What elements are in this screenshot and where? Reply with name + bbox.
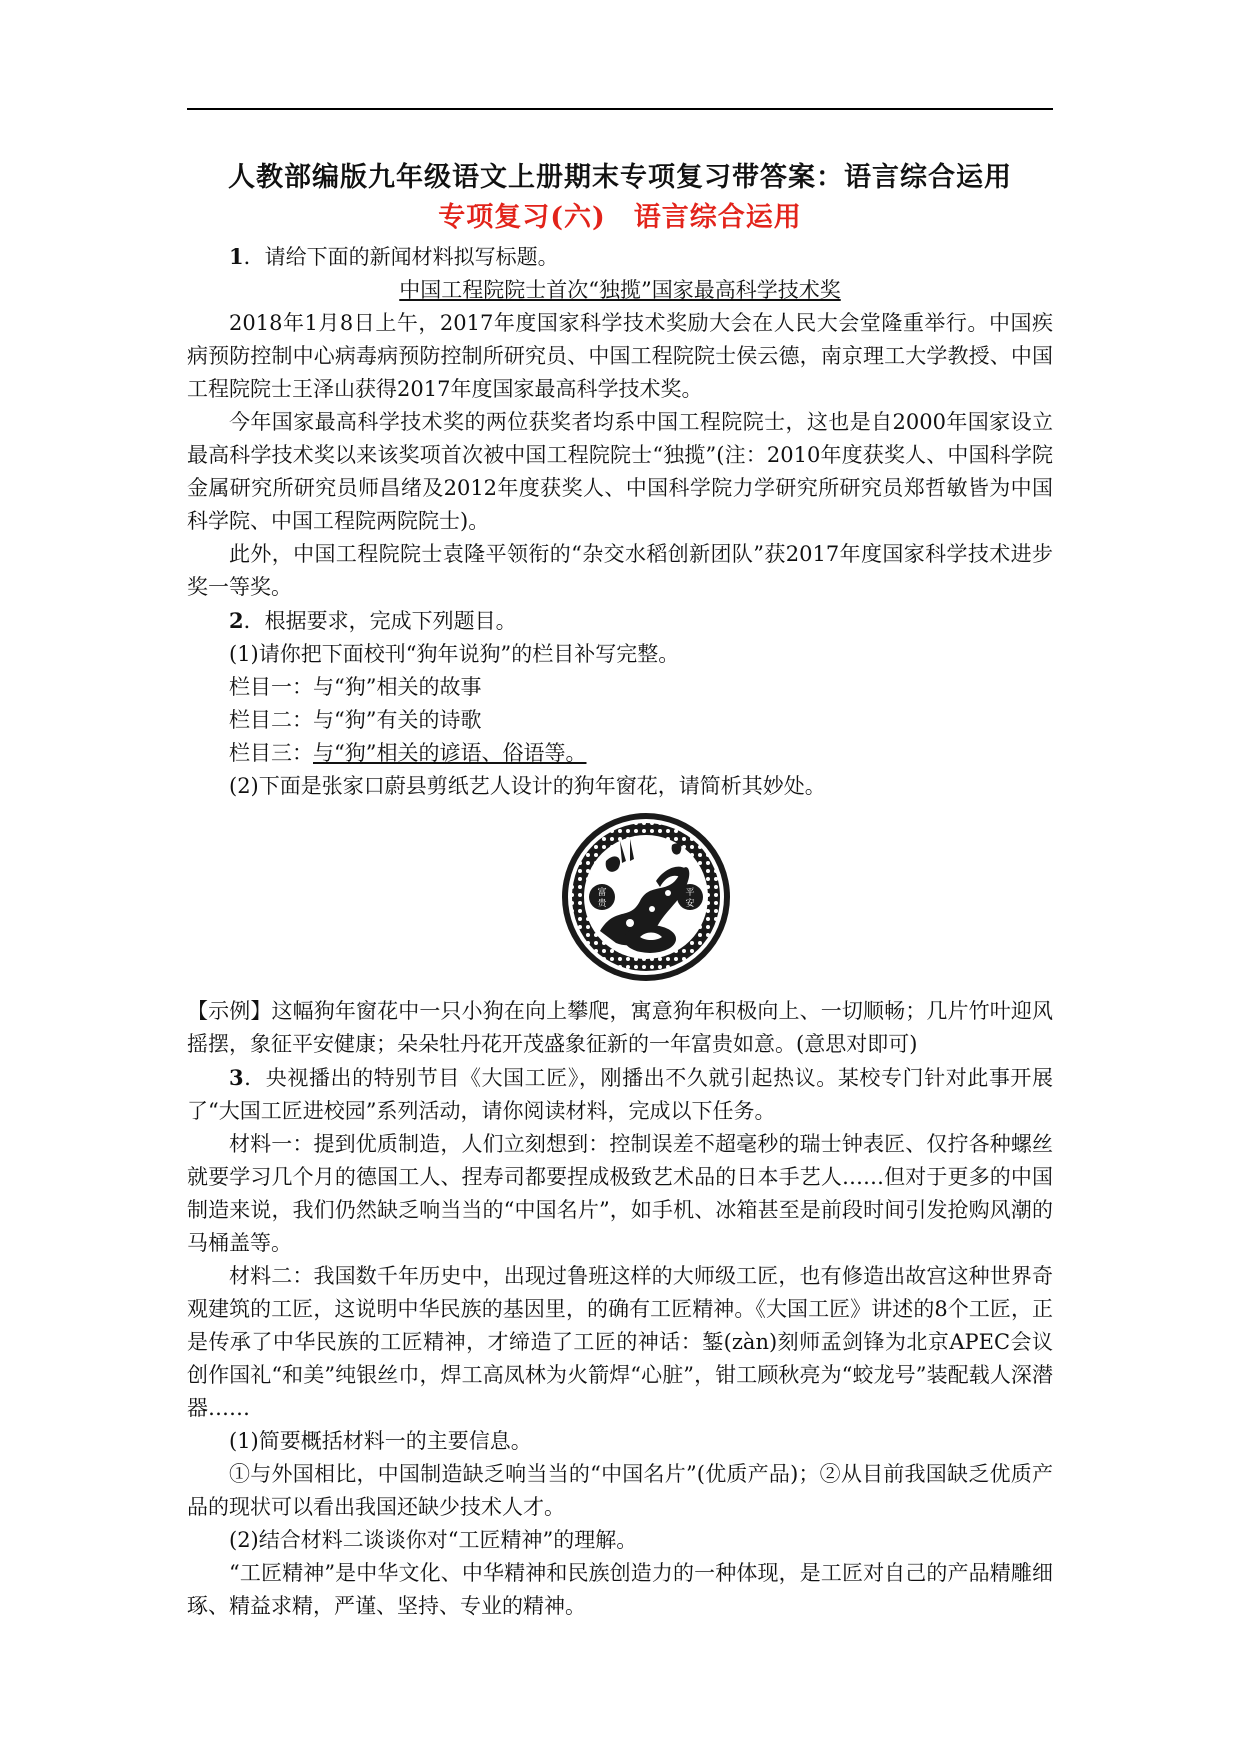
q3-answer-2: “工匠精神”是中华文化、中华精神和民族创造力的一种体现，是工匠对自己的产品精雕细琢、精益求精，严谨、坚持、专业的精神。 bbox=[187, 1561, 1053, 1618]
q2-column-3-answer: 与“狗”相关的谚语、俗语等。 bbox=[313, 741, 587, 765]
q1-paragraph: 此外，中国工程院院士袁隆平领衔的“杂交水稻创新团队”获2017年度国家科学技术进步奖一等奖。 bbox=[187, 542, 1053, 599]
q2-sub2: (2)下面是张家口蔚县剪纸艺人设计的狗年窗花，请简析其妙处。 bbox=[229, 774, 826, 798]
q2-column-3 bbox=[187, 737, 1053, 770]
paper-cut-char-right-top: 平 bbox=[685, 888, 695, 898]
q2-number: 2 bbox=[229, 608, 244, 633]
q2-column-1: 栏目一：与“狗”相关的故事 bbox=[229, 675, 482, 699]
q2-example-label: 【示例】 bbox=[187, 999, 272, 1023]
paper-cut-char-right-bottom: 安 bbox=[685, 899, 695, 909]
q2-example bbox=[187, 995, 1053, 1061]
document-title: 人教部编版九年级语文上册期末专项复习带答案：语言综合运用 bbox=[228, 162, 1012, 193]
paper-cut-figure bbox=[187, 809, 1053, 987]
header-rule bbox=[187, 108, 1053, 110]
q2-column-2: 栏目二：与“狗”有关的诗歌 bbox=[229, 708, 482, 732]
q1-answer-title: 中国工程院院士首次“独揽”国家最高科学技术奖 bbox=[399, 278, 841, 302]
q3-sub1: (1)简要概括材料一的主要信息。 bbox=[229, 1429, 532, 1453]
dog-year-paper-cut-image bbox=[560, 811, 732, 983]
q1-answer-line bbox=[187, 274, 1053, 307]
section-title-part2: 语言综合运用 bbox=[633, 202, 802, 233]
q3-material-1: 材料一：提到优质制造，人们立刻想到：控制误差不超毫秒的瑞士钟表匠、仅拧各种螺丝就要学习几个月的德国工人、捏寿司都要捏成极致艺术品的日本手艺人……但对于更多的中国制造来说，我们仍然缺乏响当当的“中国名片”，如手机、冰箱甚至是前段时间引发抢购风潮的马桶盖等。 bbox=[187, 1132, 1053, 1255]
q1-paragraph: 2018年1月8日上午，2017年度国家科学技术奖励大会在人民大会堂隆重举行。中国疾病预防控制中心病毒病预防控制所研究员、中国工程院院士侯云德，南京理工大学教授、中国工程院院士王泽山获得2017年度国家最高科学技术奖。 bbox=[187, 311, 1053, 401]
q2-column-3-label: 栏目三： bbox=[229, 741, 313, 765]
q2-example-text: 这幅狗年窗花中一只小狗在向上攀爬，寓意狗年积极向上、一切顺畅；几片竹叶迎风摇摆，象征平安健康；朵朵牡丹花开茂盛象征新的一年富贵如意。(意思对即可) bbox=[187, 999, 1053, 1056]
q1-prompt bbox=[187, 240, 1053, 274]
q2-sub1: (1)请你把下面校刊“狗年说狗”的栏目补写完整。 bbox=[229, 642, 680, 666]
q3-prompt-text: ．央视播出的特别节目《大国工匠》，刚播出不久就引起热议。某校专门针对此事开展了“大国工匠进校园”系列活动，请你阅读材料，完成以下任务。 bbox=[187, 1066, 1053, 1123]
q2-prompt-text: ．根据要求，完成下列题目。 bbox=[243, 609, 517, 633]
paper-cut-char-left-top: 富 bbox=[597, 888, 607, 898]
section-title-part1: 专项复习(六) bbox=[438, 202, 606, 233]
section-title bbox=[187, 198, 1053, 238]
document-body bbox=[187, 158, 1053, 1623]
q1-number: 1 bbox=[229, 244, 244, 269]
q3-answer-1: ①与外国相比，中国制造缺乏响当当的“中国名片”(优质产品)；②从目前我国缺乏优质产品的现状可以看出我国还缺少技术人才。 bbox=[187, 1462, 1053, 1519]
q2-prompt bbox=[187, 604, 1053, 638]
q1-prompt-text: ．请给下面的新闻材料拟写标题。 bbox=[243, 245, 559, 269]
q3-sub2: (2)结合材料二谈谈你对“工匠精神”的理解。 bbox=[229, 1528, 638, 1552]
q3-prompt bbox=[187, 1061, 1053, 1128]
q1-paragraph: 今年国家最高科学技术奖的两位获奖者均系中国工程院院士，这也是自2000年国家设立最高科学技术奖以来该奖项首次被中国工程院院士“独揽”(注：2010年度获奖人、中国科学院金属研究所研究员师昌绪及2012年度获奖人、中国科学院力学研究所研究员郑哲敏皆为中国科学院、中国工程院两院院士)。 bbox=[187, 410, 1053, 533]
q3-number: 3 bbox=[229, 1065, 244, 1090]
paper-cut-char-left-bottom: 贵 bbox=[597, 899, 607, 909]
q3-material-2: 材料二：我国数千年历史中，出现过鲁班这样的大师级工匠，也有修造出故宫这种世界奇观建筑的工匠，这说明中华民族的基因里，的确有工匠精神。《大国工匠》讲述的8个工匠，正是传承了中华民族的工匠精神，才缔造了工匠的神话：錾(zàn)刻师孟剑锋为北京APEC会议创作国礼“和美”纯银丝巾，焊工高凤林为火箭焊“心脏”，钳工顾秋亮为“蛟龙号”装配载人深潜器…… bbox=[187, 1264, 1053, 1420]
